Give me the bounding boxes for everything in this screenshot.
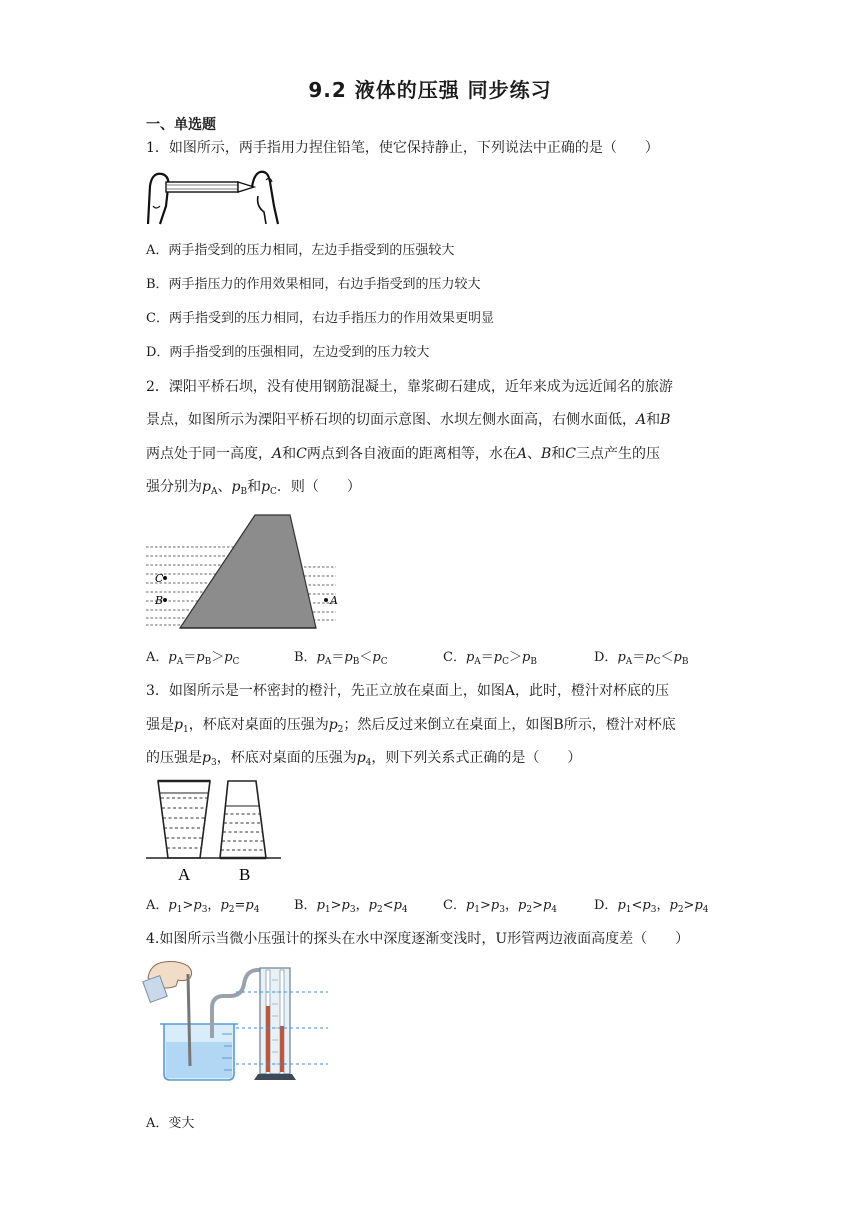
dam-label-c: C: [155, 572, 164, 585]
q3-line-1: 3．如图所示是一杯密封的橙汁，先正立放在桌面上，如图A，此时，橙汁对杯底的压: [146, 683, 670, 699]
pressure-gauge-figure: [146, 956, 331, 1084]
q3-option-c[interactable]: C．$p_1>p_3$，$p_2>p_4$: [443, 898, 558, 915]
q1-option-a[interactable]: A．两手指受到的压力相同，左边手指受到的压强较大: [146, 243, 455, 258]
juice-cups-figure: [146, 778, 281, 886]
q3-option-b[interactable]: B．$p_1>p_3$，$p_2<p_4$: [294, 898, 408, 915]
q1-option-d[interactable]: D．两手指受到的压强相同，左边受到的压力较大: [146, 345, 430, 360]
q4-stem: 4.如图所示当微小压强计的探头在水中深度逐渐变浅时，U形管两边液面高度差（ ）: [146, 931, 690, 947]
dam-figure: [146, 514, 341, 632]
dam-label-a: A: [330, 594, 338, 607]
pencil-fingers-figure: [146, 166, 281, 228]
page-title: 9.2 液体的压强 同步练习: [308, 78, 552, 102]
q3-line-2: 强是$p_1$，杯底对桌面的压强为$p_2$；然后反过来倒立在桌面上，如图B所示，橙汁对杯底: [146, 717, 676, 735]
q2-option-a[interactable]: A．$p_A=p_B>p_C$: [146, 650, 240, 667]
q2-line-3: 两点处于同一高度，A和C两点到各自液面的距离相等，水在A、B和C三点产生的压: [146, 446, 660, 462]
q2-line-1: 2．溧阳平桥石坝，没有使用钢筋混凝土，靠浆砌石建成，近年来成为远近闻名的旅游: [146, 379, 673, 395]
q2-option-c[interactable]: C．$p_A=p_C>p_B$: [443, 650, 537, 667]
q2-option-b[interactable]: B．$p_A=p_B<p_C$: [294, 650, 388, 667]
q3-option-d[interactable]: D．$p_1<p_3$，$p_2>p_4$: [594, 898, 709, 915]
q1-option-c[interactable]: C．两手指受到的压力相同，右边手指压力的作用效果更明显: [146, 311, 494, 326]
q2-line-4: 强分别为$p_A$、$p_B$和$p_C$．则（ ）: [146, 479, 361, 497]
dam-label-b: B: [155, 594, 164, 607]
q3-option-a[interactable]: A．$p_1>p_3$，$p_2=p_4$: [146, 898, 260, 915]
q1-stem: 1．如图所示，两手指用力捏住铅笔，使它保持静止，下列说法中正确的是（ ）: [146, 140, 659, 156]
q1-option-b[interactable]: B．两手指压力的作用效果相同，右边手指受到的压力较大: [146, 277, 481, 292]
q3-line-3: 的压强是$p_3$，杯底对桌面的压强为$p_4$，则下列关系式正确的是（ ）: [146, 750, 582, 768]
q2-option-d[interactable]: D．$p_A=p_C<p_B$: [594, 650, 689, 667]
cup-a-label: A: [178, 865, 191, 884]
q4-option-a[interactable]: A．变大: [146, 1116, 195, 1131]
cup-b-label: B: [239, 865, 251, 884]
section-heading: 一、单选题: [146, 117, 216, 133]
q2-line-2: 景点，如图所示为溧阳平桥石坝的切面示意图、水坝左侧水面高，右侧水面低，A和B: [146, 412, 671, 428]
